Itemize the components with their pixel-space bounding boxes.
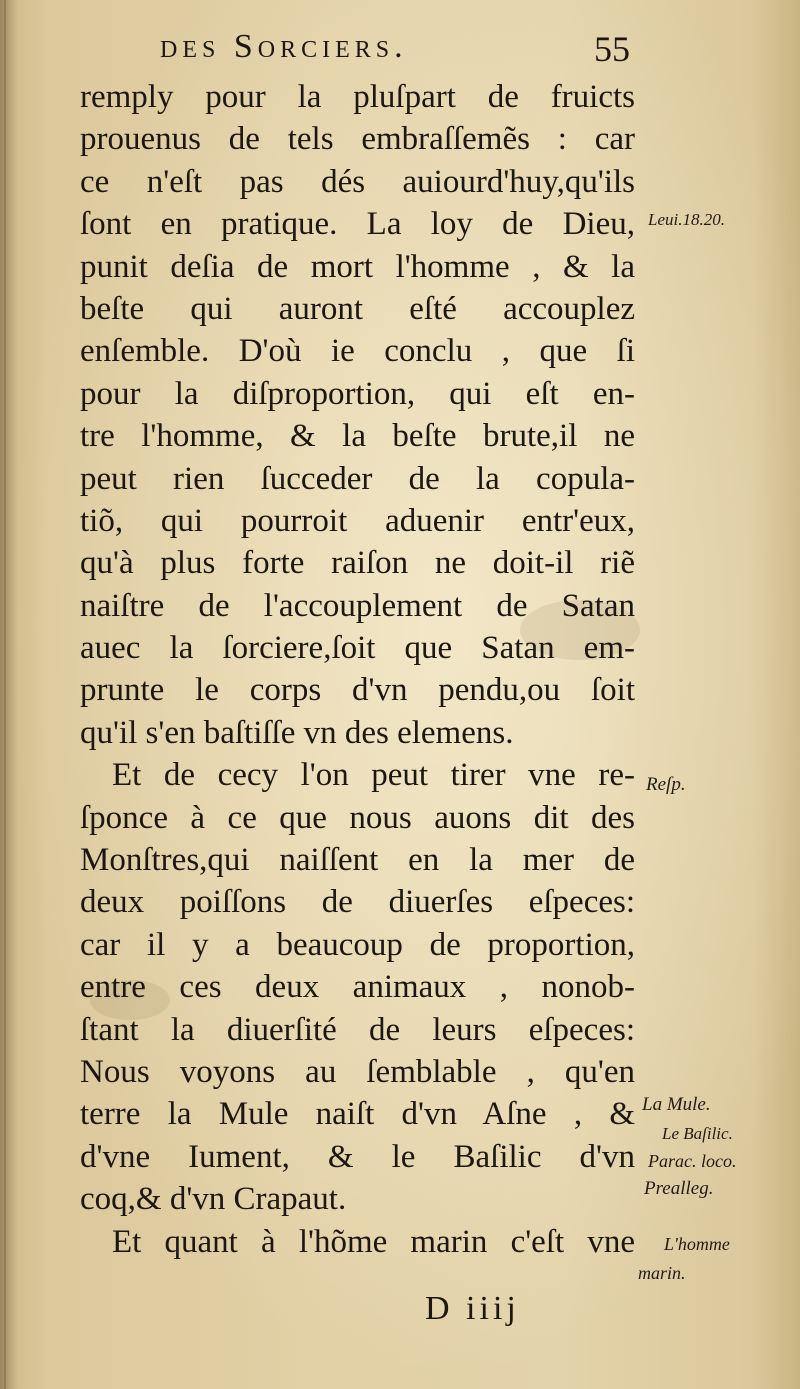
text-line: Monſtres,qui naiſſent en la mer de — [80, 842, 635, 879]
text-line: punit deſia de mort l'homme , & la — [80, 248, 635, 285]
page-gutter-shadow — [0, 0, 18, 1389]
page-edge — [4, 0, 6, 1389]
text-line: ſtant la diuerſité de leurs eſpeces: — [80, 1011, 635, 1048]
text-line: Et de cecy l'on peut tirer vne re- — [112, 757, 635, 794]
text-line: prouenus de tels embraſſemẽs : car — [80, 121, 635, 158]
text-line: pour la diſproportion, qui eſt en- — [80, 375, 635, 412]
text-line: car il y a beaucoup de proportion, — [80, 926, 635, 963]
body-text — [80, 76, 635, 1263]
page-number: 55 — [594, 29, 630, 69]
text-line: tre l'homme, & la beſte brute,il ne — [80, 418, 635, 455]
text-line: beſte qui auront eſté accouplez — [80, 290, 635, 327]
text-line: enſemble. D'où ie conclu , que ſi — [80, 333, 635, 370]
text-line: Nous voyons au ſemblable , qu'en — [80, 1053, 635, 1090]
text-line: entre ces deux animaux , nonob- — [80, 969, 635, 1006]
text-line: qu'il s'en baſtiſſe vn des elemens. — [80, 714, 514, 751]
text-line: deux poiſſons de diuerſes eſpeces: — [80, 884, 635, 921]
text-line: naiſtre de l'accouplement de Satan — [80, 587, 635, 624]
margin-note-resp: Reſp. — [646, 774, 686, 795]
margin-note-mule: La Mule. — [642, 1094, 711, 1115]
text-line: ſponce à ce que nous auons dit des — [80, 799, 635, 836]
margin-note-homme: L'homme — [664, 1234, 730, 1254]
margin-note-prealleg: Prealleg. — [644, 1178, 714, 1199]
text-line: ſont en pratique. La loy de Dieu, — [80, 206, 635, 243]
text-line: prunte le corps d'vn pendu,ou ſoit — [80, 672, 635, 709]
margin-note-parac: Parac. loco. — [648, 1151, 737, 1171]
text-line: coq,& d'vn Crapaut. — [80, 1181, 347, 1218]
text-line: auec la ſorciere,ſoit que Satan em- — [80, 630, 635, 667]
running-head-title: des Sorciers. — [160, 28, 408, 65]
text-line: d'vne Iument, & le Baſilic d'vn — [80, 1138, 635, 1175]
margin-note-levit: Leui.18.20. — [648, 210, 725, 229]
signature-mark: D iiij — [425, 1290, 520, 1327]
text-line: Et quant à l'hõme marin c'eſt vne — [112, 1223, 635, 1260]
margin-note-marin: marin. — [638, 1263, 686, 1283]
text-line: peut rien ſucceder de la copula- — [80, 460, 635, 497]
running-head — [160, 28, 630, 76]
text-line: terre la Mule naiſt d'vn Aſne , & — [80, 1096, 635, 1133]
text-line: remply pour la pluſpart de fruicts — [80, 79, 635, 115]
margin-note-basilic: Le Baſilic. — [662, 1124, 733, 1143]
text-line: qu'à plus forte raiſon ne doit-il riẽ — [80, 545, 635, 582]
text-line: ce n'eſt pas dés auiourd'huy,qu'ils — [80, 163, 635, 200]
text-line: tiõ, qui pourroit aduenir entr'eux, — [80, 502, 635, 539]
